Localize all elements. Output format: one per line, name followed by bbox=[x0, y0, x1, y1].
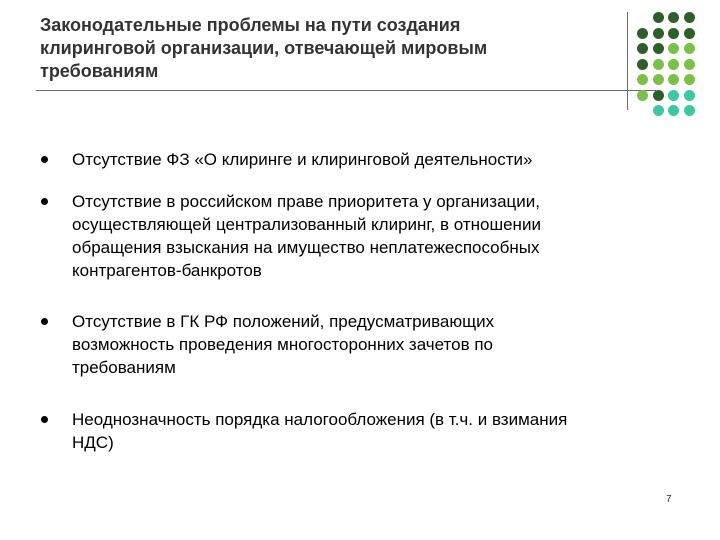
decorative-dot bbox=[668, 105, 679, 116]
decorative-dot bbox=[684, 105, 695, 116]
decorative-dot bbox=[684, 90, 695, 101]
decorative-dot bbox=[637, 43, 648, 54]
bullet-text-line: осуществляющей централизованный клиринг, в отношении bbox=[72, 215, 541, 234]
bullet-item bbox=[38, 408, 668, 454]
decorative-dot bbox=[653, 12, 664, 23]
title-underline-rule bbox=[36, 90, 656, 91]
decorative-dot bbox=[653, 59, 664, 70]
bullet-text-line: обращения взыскания на имущество неплатежеспособных bbox=[72, 238, 540, 257]
decorative-dot bbox=[653, 105, 664, 116]
decorative-dot bbox=[653, 43, 664, 54]
decorative-dot bbox=[668, 12, 679, 23]
bullet-text-line: контрагентов-банкротов bbox=[72, 261, 262, 280]
decorative-dot bbox=[653, 28, 664, 39]
decorative-dot bbox=[684, 74, 695, 85]
decorative-dot bbox=[684, 28, 695, 39]
bullet-text-line: Неоднозначность порядка налогообложения (в т.ч. и взимания bbox=[72, 410, 568, 429]
decorative-dot bbox=[684, 59, 695, 70]
decorative-dot bbox=[668, 59, 679, 70]
bullet-item bbox=[38, 190, 668, 282]
bullet-dot-icon bbox=[41, 198, 48, 205]
decorative-dot bbox=[684, 43, 695, 54]
decorative-dot bbox=[668, 90, 679, 101]
bullet-text-line: возможность проведения многосторонних зачетов по bbox=[72, 335, 494, 354]
bullet-item bbox=[38, 310, 668, 379]
vertical-divider-rule bbox=[627, 12, 628, 110]
bullet-list bbox=[38, 148, 668, 454]
decorative-dot bbox=[637, 59, 648, 70]
bullet-text-line: Отсутствие в ГК РФ положений, предусматривающих bbox=[72, 312, 495, 331]
decorative-dot bbox=[637, 90, 648, 101]
decorative-dot bbox=[668, 74, 679, 85]
decorative-dot bbox=[653, 74, 664, 85]
bullet-text-line: Отсутствие ФЗ «О клиринге и клиринговой деятельности» bbox=[72, 150, 533, 169]
bullet-dot-icon bbox=[41, 318, 48, 325]
decorative-dot bbox=[637, 28, 648, 39]
bullet-dot-icon bbox=[41, 416, 48, 423]
decorative-dot bbox=[668, 43, 679, 54]
slide-title bbox=[40, 14, 580, 83]
title-line: клиринговой организации, отвечающей мировым bbox=[40, 38, 488, 58]
title-line: Законодательные проблемы на пути создания bbox=[40, 15, 461, 35]
decorative-dot bbox=[668, 28, 679, 39]
page-number: 7 bbox=[666, 494, 672, 505]
decorative-dot bbox=[684, 12, 695, 23]
bullet-item bbox=[38, 148, 668, 171]
title-line: требованиям bbox=[40, 61, 159, 81]
decorative-dot bbox=[653, 90, 664, 101]
decorative-dot bbox=[637, 74, 648, 85]
bullet-text-line: НДС) bbox=[72, 433, 114, 452]
bullet-text-line: требованиям bbox=[72, 358, 176, 377]
bullet-dot-icon bbox=[41, 156, 48, 163]
bullet-text-line: Отсутствие в российском праве приоритета у организации, bbox=[72, 192, 541, 211]
